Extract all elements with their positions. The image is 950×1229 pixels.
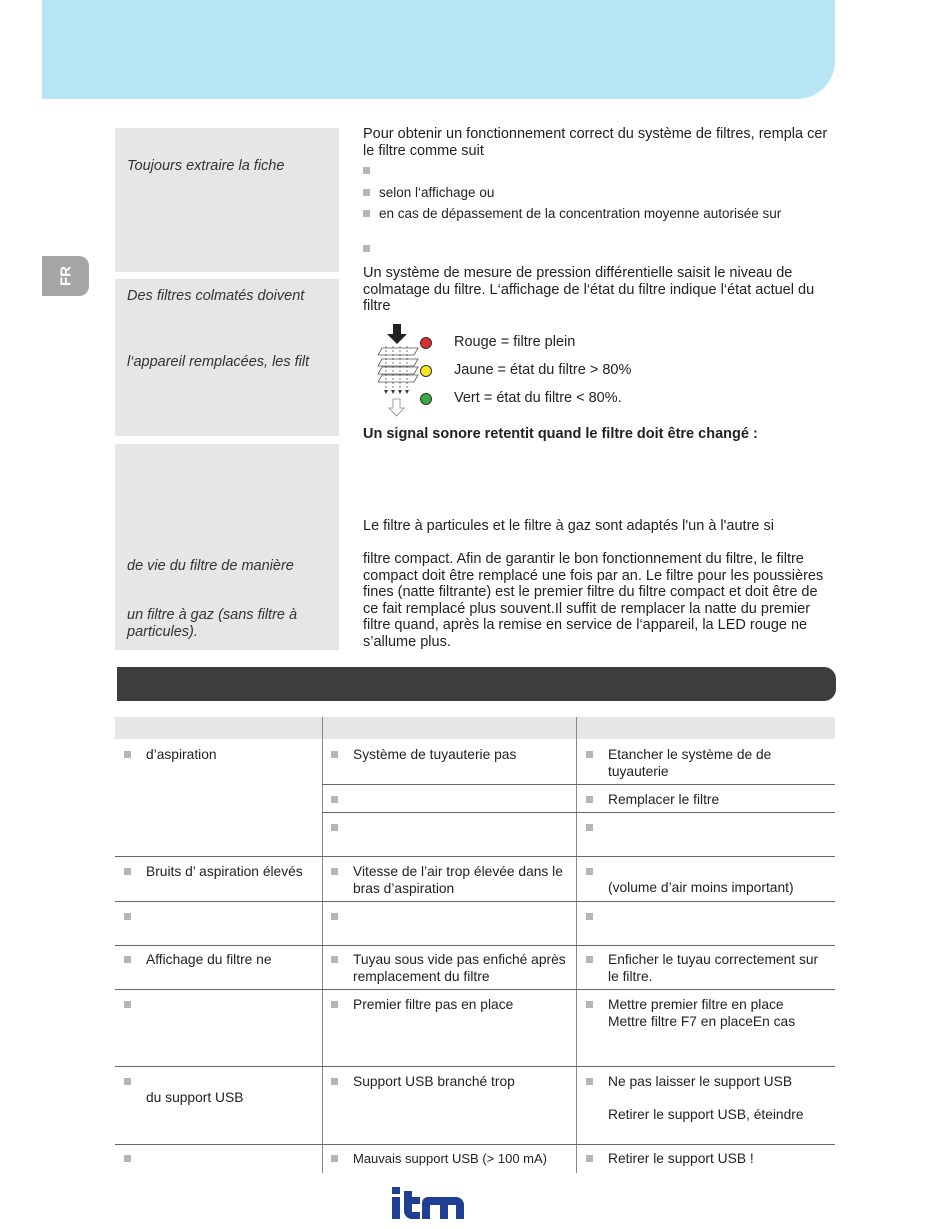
bullet-square-icon — [331, 868, 338, 875]
table-divider — [322, 784, 835, 785]
table-cell: d’aspiration — [124, 746, 314, 763]
bullet-square-icon — [124, 868, 131, 875]
table-divider — [115, 856, 835, 857]
led-label-green: Vert = état du filtre < 80%. — [454, 390, 622, 406]
table-divider — [115, 1066, 835, 1067]
list-item — [363, 163, 379, 178]
bullet-square-icon — [331, 913, 338, 920]
red-led-icon — [420, 337, 432, 349]
table-cell: Tuyau sous vide pas enfiché après remplacement du filtre — [331, 951, 569, 985]
bullet-square-icon — [331, 1001, 338, 1008]
table-header-row — [115, 717, 835, 739]
table-cell: Retirer le support USB ! — [586, 1150, 826, 1167]
bullet-square-icon — [363, 210, 370, 217]
header-band — [42, 0, 835, 99]
bullet-square-icon — [124, 751, 131, 758]
table-cell: Mauvais support USB (> 100 mA) — [331, 1150, 569, 1167]
itm-logo-icon — [392, 1187, 464, 1221]
bullet-square-icon — [124, 1155, 131, 1162]
table-cell: Support USB branché trop — [331, 1073, 569, 1090]
side-note-text: Toujours extraire la fiche — [127, 158, 285, 174]
table-cell: Remplacer le filtre — [586, 791, 826, 808]
intro-paragraph: Pour obtenir un fonctionnement correct du système de filtres, rempla cer le filtre comme suit — [363, 126, 828, 159]
table-divider — [115, 1144, 835, 1145]
table-cell: Affichage du filtre ne — [124, 951, 314, 968]
bullet-square-icon — [124, 913, 131, 920]
table-cell: Vitesse de l’air trop élevée dans le bras d’aspiration — [331, 863, 569, 897]
table-cell: Système de tuyauterie pas — [331, 746, 569, 763]
side-note-text: Des filtres colmatés doivent — [127, 288, 305, 304]
bullet-square-icon — [363, 167, 370, 174]
bullet-square-icon — [331, 1078, 338, 1085]
bullet-square-icon — [586, 1155, 593, 1162]
list-item — [363, 241, 379, 256]
bullet-square-icon — [586, 796, 593, 803]
table-cell: du support USB — [124, 1073, 314, 1106]
table-cell: Mettre premier filtre en place Mettre filtre F7 en placeEn cas — [586, 996, 826, 1030]
side-note-text: de vie du filtre de manière — [127, 558, 294, 574]
bullet-square-icon — [331, 956, 338, 963]
bullet-square-icon — [331, 751, 338, 758]
list-item: selon l‘affichage ou — [363, 185, 494, 200]
side-note-text: l‘appareil remplacées, les filt — [127, 354, 310, 370]
table-cell: Bruits d’ aspiration élevés — [124, 863, 319, 880]
table-divider — [115, 989, 835, 990]
table-cell: Ne pas laisser le support USB Retirer le support USB, éteindre — [586, 1073, 826, 1123]
led-label-red: Rouge = filtre plein — [454, 334, 576, 350]
language-tab — [42, 256, 89, 296]
bullet-square-icon — [586, 1001, 593, 1008]
language-tab-label: FR — [57, 266, 74, 286]
bullet-square-icon — [586, 751, 593, 758]
particle-filter-paragraph: filtre compact. Afin de garantir le bon fonctionnement du filtre, le filtre compact doit être remplacé une fois par an. Le filtre pour les poussières fines (natte filtrante) est le premier filtre du filtre compact et doit être de ce fait remplacé plus souvent.Il suffit de remplacer la natte du premier filtre quand, après la remise en service de l‘appareil, la LED rouge ne s’allume plus. — [363, 551, 824, 650]
bullet-square-icon — [331, 796, 338, 803]
yellow-led-icon — [420, 365, 432, 377]
side-note-text: un filtre à gaz (sans filtre à particules). — [127, 607, 298, 640]
signal-heading: Un signal sonore retentit quand le filtre doit être changé : — [363, 426, 758, 442]
bullet-square-icon — [331, 824, 338, 831]
table-divider — [115, 945, 835, 946]
green-led-icon — [420, 393, 432, 405]
filter-diagram-icon — [376, 322, 420, 418]
bullet-square-icon — [586, 913, 593, 920]
table-cell: (volume d’air moins important) — [586, 863, 826, 896]
table-cell: Etancher le système de de tuyauterie — [586, 746, 826, 780]
led-label-yellow: Jaune = état du filtre > 80% — [454, 362, 632, 378]
particle-filter-line: Le filtre à particules et le filtre à gaz sont adaptés l'un à l'autre si — [363, 518, 774, 534]
bullet-square-icon — [363, 245, 370, 252]
bullet-square-icon — [586, 824, 593, 831]
bullet-square-icon — [363, 189, 370, 196]
side-note-box — [115, 128, 339, 272]
bullet-square-icon — [586, 1078, 593, 1085]
bullet-square-icon — [586, 956, 593, 963]
bullet-square-icon — [586, 868, 593, 875]
bullet-square-icon — [331, 1155, 338, 1162]
table-divider — [115, 901, 835, 902]
pressure-paragraph: Un système de mesure de pression différentielle saisit le niveau de colmatage du filtre. L‘affichage de l‘état du filtre indique l‘état actuel du filtre — [363, 265, 815, 314]
list-item: en cas de dépassement de la concentration moyenne autorisée sur — [363, 206, 781, 221]
section-heading-bar — [117, 667, 836, 701]
table-cell: Enficher le tuyau correctement sur le filtre. — [586, 951, 826, 985]
bullet-square-icon — [124, 956, 131, 963]
table-divider — [322, 812, 835, 813]
bullet-square-icon — [124, 1078, 131, 1085]
table-cell: Premier filtre pas en place — [331, 996, 569, 1013]
bullet-square-icon — [124, 1001, 131, 1008]
